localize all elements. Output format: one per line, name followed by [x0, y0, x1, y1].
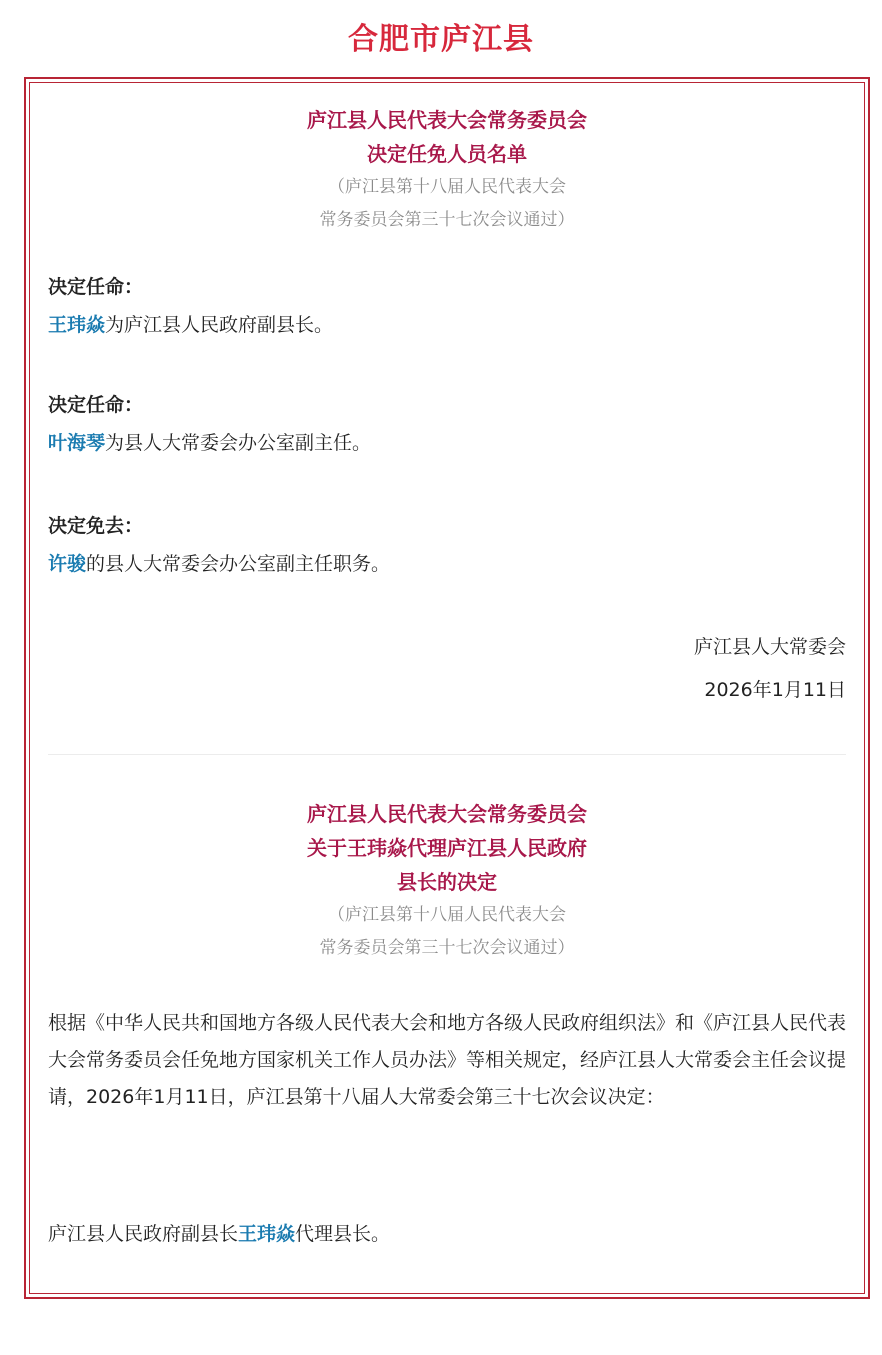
person-name: 王玮焱 [238, 1223, 296, 1245]
section-2-title-line: 庐江县人民代表大会常务委员会 [307, 802, 587, 826]
section-2-subtitle-line: 常务委员会第三十七次会议通过） [319, 938, 575, 958]
signature-date: 2026年1月11日 [704, 679, 846, 701]
decision-suffix: 代理县长。 [295, 1223, 391, 1245]
section-1-title-line: 庐江县人民代表大会常务委员会 [307, 108, 587, 132]
document-frame [24, 77, 870, 1299]
entry-label: 决定任命： [48, 276, 144, 298]
decision-statement [48, 1219, 846, 1249]
person-name: 叶海琴 [48, 432, 106, 454]
entry-appoint-1 [48, 272, 846, 340]
person-name: 许骏 [48, 553, 87, 575]
section-2-subtitle-line: （庐江县第十八届人民代表大会 [328, 905, 566, 925]
decision-prefix: 庐江县人民政府副县长 [48, 1223, 239, 1245]
page-title: 合肥市庐江县 [348, 22, 534, 57]
section-2-title-line: 县长的决定 [397, 870, 497, 894]
section-1-title-line: 决定任免人员名单 [367, 142, 527, 166]
section-2-header [48, 797, 846, 965]
entry-label: 决定免去： [48, 515, 144, 537]
section-1-subtitle-line: 常务委员会第三十七次会议通过） [319, 210, 575, 230]
entry-dismiss [48, 511, 846, 579]
signature: 庐江县人大常委会 [693, 636, 846, 658]
entry-label: 决定任命： [48, 394, 144, 416]
entry-text [48, 549, 846, 579]
entry-description: 的县人大常委会办公室副主任职务。 [86, 553, 391, 575]
section-1-subtitle-line: （庐江县第十八届人民代表大会 [328, 177, 566, 197]
section-1-header [48, 103, 846, 237]
decision-paragraph: 根据《中华人民共和国地方各级人民代表大会和地方各级人民政府组织法》和《庐江县人民代表大会常务委员会任免地方国家机关工作人员办法》等相关规定，经庐江县人大常委会主任会议提请，2026年1月11日，庐江县第十八届人大常委会第三十七次会议决定： [48, 1012, 847, 1108]
entry-description: 为庐江县人民政府副县长。 [105, 314, 334, 336]
section-2-title-line: 关于王玮焱代理庐江县人民政府 [307, 836, 587, 860]
entry-description: 为县人大常委会办公室副主任。 [105, 432, 372, 454]
section-divider [48, 754, 846, 755]
entry-text [48, 428, 846, 458]
entry-appoint-2 [48, 390, 846, 458]
entry-text [48, 310, 846, 340]
person-name: 王玮焱 [48, 314, 106, 336]
